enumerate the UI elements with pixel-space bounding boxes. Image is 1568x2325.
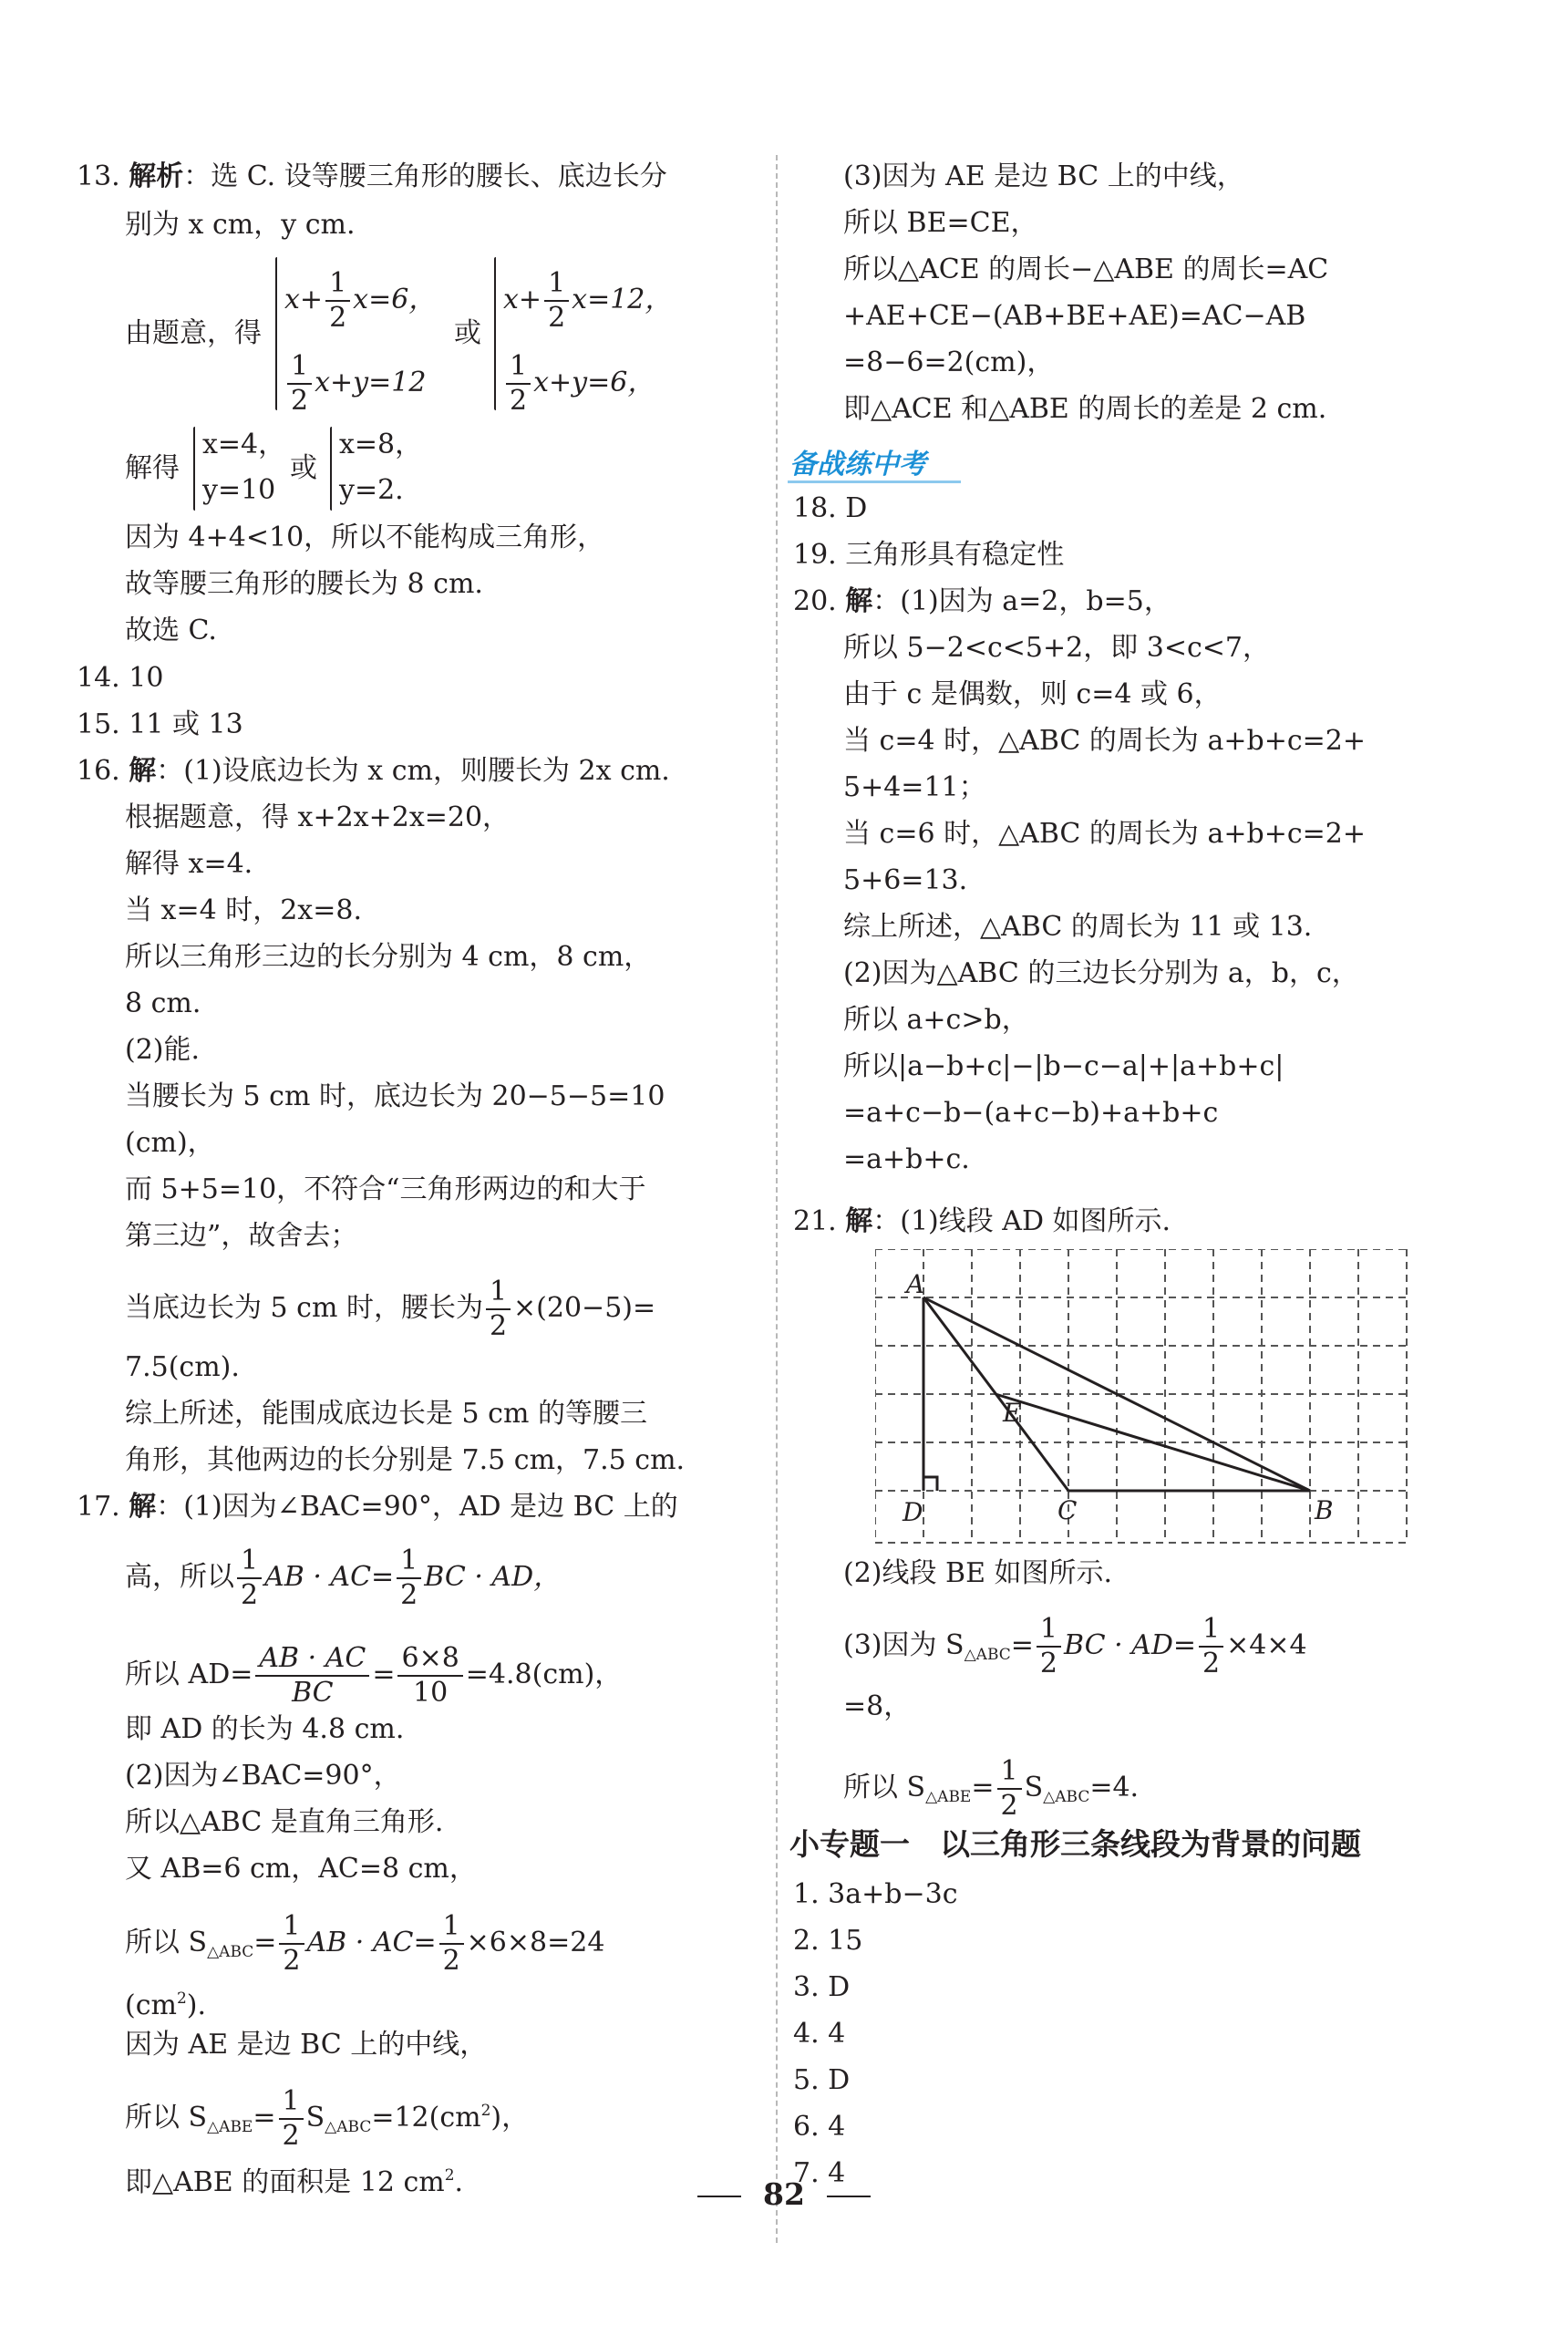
- numerator: 1: [506, 353, 531, 385]
- q20-line-13: =a+b+c.: [843, 1143, 970, 1175]
- q21-line-1: [793, 1204, 1171, 1240]
- q17-line-10: 因为 AE 是边 BC 上的中线，: [125, 2029, 488, 2061]
- r-line-1: (3)因为 AE 是边 BC 上的中线，: [843, 160, 1244, 192]
- denominator: BC: [292, 1677, 334, 1709]
- text: 所以 S: [843, 1772, 926, 1803]
- q17-line-2: [125, 1547, 561, 1609]
- solution-label: 解: [129, 755, 157, 787]
- text: ：(1)因为 a=2，b=5，: [872, 585, 1171, 617]
- denominator: 2: [1202, 1648, 1221, 1679]
- sub-topic-title: 小专题一 以三角形三条线段为背景的问题: [789, 1826, 1361, 1862]
- text: BC · AD，: [424, 1561, 562, 1593]
- denominator: 2: [548, 302, 566, 334]
- solution-label: 解析: [129, 160, 184, 192]
- eq-part: x+: [284, 284, 324, 315]
- fraction: [997, 1755, 1022, 1822]
- text: =: [1010, 1629, 1034, 1661]
- fraction: [544, 267, 569, 334]
- q16-line-15: 角形，其他两边的长分别是 7.5 cm，7.5 cm.: [125, 1444, 686, 1476]
- denominator: 2: [489, 1310, 508, 1342]
- q20-line-7: 5+6=13.: [843, 864, 968, 896]
- q20-line-8: 综上所述，△ABC 的周长为 11 或 13.: [843, 911, 1313, 943]
- text: =: [971, 1772, 995, 1803]
- denominator: 2: [1000, 1790, 1018, 1822]
- section-heading: 备战练中考: [789, 449, 926, 480]
- q16-line-10: 而 5+5=10，不符合“三角形两边的和大于: [125, 1173, 646, 1205]
- text: AB · AC=: [264, 1561, 395, 1593]
- footer-dash-right: [827, 2196, 871, 2197]
- denominator: 2: [442, 1945, 460, 1977]
- q20-line-4: 当 c=4 时，△ABC 的周长为 a+b+c=2+: [843, 725, 1366, 757]
- subscript: △ABC: [1043, 1788, 1090, 1806]
- r-line-3: 所以△ACE 的周长−△ABE 的周长=AC: [843, 253, 1329, 285]
- text: .: [454, 2166, 464, 2198]
- fraction: [279, 2085, 304, 2152]
- numerator: 1: [1037, 1616, 1061, 1648]
- q13-line-7: 故选 C.: [125, 615, 217, 646]
- q16-line-1: [77, 753, 670, 790]
- denominator: 2: [1039, 1648, 1057, 1679]
- numerator: 1: [397, 1547, 421, 1579]
- text: (cm: [125, 1989, 177, 2021]
- text: S: [305, 2102, 325, 2134]
- q17-line-3: [125, 1642, 623, 1709]
- r-line-6: 即△ACE 和△ABE 的周长的差是 2 cm.: [843, 393, 1327, 425]
- text: ).: [186, 1989, 207, 2021]
- fraction: [287, 350, 312, 417]
- text: =12(cm: [371, 2102, 481, 2134]
- q21-line-3: [843, 1613, 1307, 1679]
- fraction: [325, 267, 350, 334]
- q16-line-4: 当 x=4 时，2x=8.: [125, 894, 362, 926]
- topic-answer-5: 5. D: [793, 2064, 851, 2096]
- text: )，: [490, 2102, 530, 2134]
- fraction: [1037, 1613, 1061, 1679]
- q20-line-11: 所以|a−b+c|−|b−c−a|+|a+b+c|: [843, 1050, 1284, 1082]
- q16-line-2: 根据题意，得 x+2x+2x=20，: [125, 801, 511, 833]
- text: =: [253, 2102, 276, 2134]
- fraction: [279, 1910, 304, 1977]
- denominator: 10: [413, 1677, 449, 1709]
- q15-answer: 15. 11 或 13: [77, 708, 243, 740]
- q21-line-5: [843, 1755, 1140, 1822]
- q16-line-7: (2)能.: [125, 1034, 201, 1066]
- numerator: 1: [439, 1913, 464, 1945]
- q16-line-3: 解得 x=4.: [125, 848, 253, 880]
- label-A: A: [906, 1269, 925, 1299]
- q17-line-9: [125, 1980, 206, 2024]
- solution-label: 解: [845, 585, 873, 617]
- text: 高，所以: [125, 1561, 234, 1593]
- numerator: 1: [279, 2088, 304, 2120]
- numerator: 6×8: [397, 1645, 462, 1677]
- subscript: △ABC: [325, 2118, 372, 2136]
- q20-line-10: 所以 a+c>b，: [843, 1004, 1029, 1036]
- page-number: 82: [763, 2176, 805, 2212]
- fraction: [255, 1642, 369, 1709]
- fraction: [237, 1547, 262, 1609]
- q13-solved-prefix: 解得: [125, 452, 180, 484]
- superscript: 2: [444, 2166, 455, 2185]
- text: ：(1)因为∠BAC=90°，AD 是边 BC 上的: [156, 1491, 678, 1523]
- denominator: 2: [283, 1945, 301, 1977]
- denominator: 2: [282, 2120, 300, 2152]
- subscript: △ABC: [207, 1943, 254, 1961]
- numerator: 1: [544, 270, 569, 302]
- q20-line-12: =a+c−b−(a+c−b)+a+b+c: [843, 1097, 1219, 1129]
- text: 当底边长为 5 cm 时，腰长为: [125, 1292, 483, 1324]
- denominator: 2: [400, 1579, 418, 1611]
- q17-line-1: [77, 1489, 678, 1525]
- text: BC · AD=: [1064, 1629, 1197, 1661]
- system1-eq1: [284, 267, 437, 334]
- question-number: 16.: [77, 755, 129, 787]
- topic-answer-1: 1. 3a+b−3c: [793, 1878, 958, 1910]
- q16-line-5: 所以三角形三边的长分别为 4 cm，8 cm，: [125, 941, 652, 973]
- text: ×6×8=24: [466, 1927, 605, 1958]
- q16-line-6: 8 cm.: [125, 987, 201, 1019]
- system1-eq2: [284, 350, 427, 417]
- q20-line-3: 由于 c 是偶数，则 c=4 或 6，: [843, 678, 1222, 710]
- fraction: [439, 1910, 464, 1977]
- text: S: [1024, 1772, 1044, 1803]
- r-line-5: =8−6=2(cm)，: [843, 346, 1055, 378]
- label-B: B: [1315, 1495, 1334, 1525]
- topic-answer-4: 4. 4: [793, 2018, 846, 2050]
- text: ：选 C. 设等腰三角形的腰长、底边长分: [183, 160, 667, 192]
- numerator: 1: [486, 1278, 511, 1310]
- q20-line-1: [793, 584, 1171, 620]
- label-C: C: [1057, 1495, 1078, 1525]
- system-brace-1: [275, 257, 277, 410]
- q20-line-9: (2)因为△ABC 的三边长分别为 a，b，c，: [843, 957, 1359, 989]
- q13-line-6: 故等腰三角形的腰长为 8 cm.: [125, 568, 483, 600]
- superscript: 2: [480, 2102, 491, 2120]
- label-E: E: [1003, 1398, 1022, 1428]
- subscript: △ABE: [207, 2118, 253, 2136]
- q17-line-6: 所以△ABC 是直角三角形.: [125, 1806, 444, 1838]
- text: =: [253, 1927, 277, 1958]
- numerator: 1: [287, 353, 312, 385]
- system-brace-2: [494, 257, 496, 410]
- q13-given-prefix: 由题意，得: [125, 317, 262, 349]
- solution-brace-2: [330, 427, 332, 511]
- section-underline: [788, 480, 961, 483]
- topic-answer-7: 7. 4: [793, 2157, 846, 2189]
- solution2-y: y=2.: [339, 474, 404, 506]
- text: 所以 AD=: [125, 1658, 253, 1690]
- column-divider: [776, 155, 778, 2243]
- q16-line-13: 7.5(cm).: [125, 1351, 240, 1383]
- text: =4.8(cm)，: [465, 1658, 623, 1690]
- or-word: 或: [454, 317, 481, 349]
- eq-part: x+: [503, 284, 542, 315]
- solution-label: 解: [845, 1205, 873, 1237]
- q20-line-6: 当 c=6 时，△ABC 的周长为 a+b+c=2+: [843, 818, 1366, 850]
- grid-figure: [875, 1249, 1422, 1550]
- q17-line-5: (2)因为∠BAC=90°，: [125, 1760, 401, 1792]
- q13-line-5: 因为 4+4<10，所以不能构成三角形，: [125, 522, 605, 553]
- q21-line-2: (2)线段 BE 如图所示.: [843, 1557, 1113, 1589]
- q19-answer: 19. 三角形具有稳定性: [793, 539, 1065, 571]
- denominator: 2: [241, 1579, 259, 1611]
- q16-line-14: 综上所述，能围成底边长是 5 cm 的等腰三: [125, 1398, 647, 1430]
- eq-part: x+y=12: [315, 367, 427, 398]
- fraction: [486, 1278, 511, 1340]
- text: =: [372, 1658, 396, 1690]
- solution1-x: x=4，: [202, 429, 286, 460]
- q17-line-11: [125, 2085, 530, 2152]
- solution-brace-1: [193, 427, 195, 511]
- topic-answer-6: 6. 4: [793, 2111, 846, 2143]
- subscript: △ABE: [925, 1788, 972, 1806]
- numerator: 1: [237, 1547, 262, 1579]
- label-D: D: [903, 1497, 923, 1527]
- system2-eq2: [503, 350, 655, 417]
- numerator: 1: [997, 1758, 1022, 1790]
- footer-dash-left: [697, 2196, 741, 2197]
- topic-answer-2: 2. 15: [793, 1925, 863, 1957]
- text: ×(20−5)=: [513, 1292, 656, 1324]
- right-angle-mark: [923, 1477, 937, 1491]
- subscript: △ABC: [964, 1646, 1011, 1664]
- numerator: 1: [1199, 1616, 1223, 1648]
- question-number: 20.: [793, 585, 846, 617]
- denominator: 2: [329, 302, 347, 334]
- eq-part: x=6，: [353, 284, 437, 315]
- solution2-x: x=8，: [339, 429, 423, 460]
- question-number: 13.: [77, 160, 129, 192]
- numerator: 1: [325, 270, 350, 302]
- q16-line-9: (cm)，: [125, 1127, 215, 1159]
- text: ×4×4: [1226, 1629, 1307, 1661]
- text: =4.: [1089, 1772, 1140, 1803]
- eq-part: x=12，: [572, 284, 673, 315]
- q18-answer: 18. D: [793, 492, 868, 524]
- superscript: 2: [176, 1989, 187, 2008]
- page-footer: [0, 2176, 1568, 2212]
- numerator: AB · AC: [255, 1645, 369, 1677]
- q21-line-4: =8，: [843, 1690, 912, 1722]
- q13-line-2: 别为 x cm，y cm.: [125, 209, 356, 241]
- q20-line-5: 5+4=11；: [843, 771, 986, 803]
- fraction: [506, 350, 531, 417]
- fraction: [397, 1547, 421, 1609]
- r-line-4: +AE+CE−(AB+BE+AE)=AC−AB: [843, 300, 1306, 332]
- eq-part: x+y=6，: [533, 367, 655, 398]
- solution1-y: y=10: [202, 474, 276, 506]
- or-word: 或: [290, 452, 317, 484]
- r-line-2: 所以 BE=CE，: [843, 207, 1038, 239]
- q20-line-2: 所以 5−2<c<5+2，即 3<c<7，: [843, 632, 1271, 664]
- fraction: [1199, 1613, 1223, 1679]
- q13-line-1: [77, 159, 667, 195]
- q16-line-11: 第三边”，故舍去；: [125, 1220, 358, 1252]
- question-number: 21.: [793, 1205, 846, 1237]
- q14-answer: 14. 10: [77, 662, 164, 694]
- numerator: 1: [279, 1913, 304, 1945]
- q17-line-8: [125, 1910, 605, 1977]
- denominator: 2: [510, 385, 528, 417]
- q17-line-4: 即 AD 的长为 4.8 cm.: [125, 1713, 405, 1745]
- text: (3)因为 S: [843, 1629, 965, 1661]
- q16-line-8: 当腰长为 5 cm 时，底边长为 20−5−5=10: [125, 1080, 665, 1112]
- system2-eq1: [503, 267, 673, 334]
- text: ：(1)线段 AD 如图所示.: [872, 1205, 1171, 1237]
- text: AB · AC=: [306, 1927, 437, 1958]
- text: 所以 S: [125, 1927, 208, 1958]
- fraction: [397, 1642, 462, 1709]
- solution-label: 解: [129, 1491, 157, 1523]
- text: 所以 S: [125, 2102, 208, 2134]
- q17-line-7: 又 AB=6 cm，AC=8 cm，: [125, 1853, 477, 1885]
- text: 即△ABE 的面积是 12 cm: [125, 2166, 445, 2198]
- question-number: 17.: [77, 1491, 129, 1523]
- q16-line-12: [125, 1278, 655, 1340]
- text: ：(1)设底边长为 x cm，则腰长为 2x cm.: [156, 755, 670, 787]
- denominator: 2: [291, 385, 309, 417]
- topic-answer-3: 3. D: [793, 1971, 851, 2003]
